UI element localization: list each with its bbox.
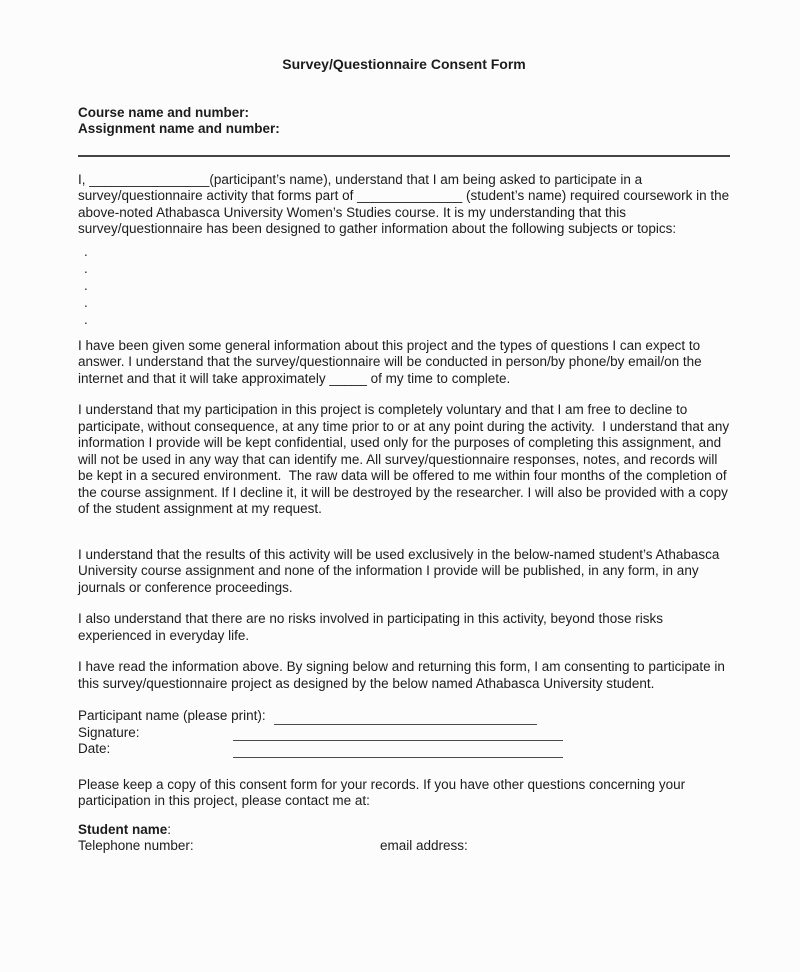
page-title: Survey/Questionnaire Consent Form xyxy=(282,56,526,72)
participant-name-row xyxy=(78,708,730,725)
student-name-colon: : xyxy=(167,821,172,837)
bullet-item: . xyxy=(84,311,88,327)
paragraph-records: Please keep a copy of this consent form for your records. If you have other questions concerning your participation in this project, please contact me at: xyxy=(78,776,689,808)
date-label: Date: xyxy=(78,741,111,756)
telephone-label: Telephone number: xyxy=(78,838,194,853)
assignment-name-label: Assignment name and number: xyxy=(78,121,280,136)
participant-name-blank-line xyxy=(274,711,537,725)
paragraph-intro: I, ________________(participant’s name), understand that I am being asked to participate in a survey/questionnaire activity that forms part of ______________ (student’s name) required coursework in the above-noted Athabasca University Women’s Studies course. It is my understanding that this survey/questionnaire has been designed to gather information about the following subjects or topics: xyxy=(78,171,733,236)
signature-blank-line xyxy=(233,727,563,741)
signature-label: Signature: xyxy=(78,724,140,740)
bullet-item: . xyxy=(84,243,88,259)
date-row xyxy=(78,741,730,758)
course-name-label: Course name and number: xyxy=(78,104,250,120)
paragraph-results: I understand that the results of this activity will be used exclusively in the below-named student’s Athabasca University course assignment and none of the information I provide will be published, in any form, in any journals or conference proceedings. xyxy=(78,546,724,595)
signature-row xyxy=(78,725,730,742)
topics-bullet-list xyxy=(78,244,730,329)
participant-name-label: Participant name (please print): xyxy=(78,708,266,723)
horizontal-divider xyxy=(78,155,730,157)
telephone-email-row xyxy=(78,838,730,855)
paragraph-voluntary: I understand that my participation in this project is completely voluntary and that I am free to decline to participate, without consequence, at any time prior to or at any point during the activity. I understand that any information I provide will be kept confidential, used only for the purposes of completing this assignment, and will not be used in any way that can identify me. All survey/questionnaire responses, notes, and records will be kept in a secured environment. The raw data will be offered to me within four months of the completion of the course assignment. If I decline it, it will be destroyed by the researcher. I will also be provided with a copy of the student assignment at my request. xyxy=(78,402,733,516)
student-name-row xyxy=(78,822,730,839)
bullet-item: . xyxy=(84,294,88,310)
student-name-label: Student name xyxy=(78,821,168,837)
date-blank-line xyxy=(233,744,563,758)
email-label: email address: xyxy=(380,838,468,853)
contact-section xyxy=(78,822,730,855)
bullet-item: . xyxy=(84,277,88,293)
paragraph-risks: I also understand that there are no risks involved in participating in this activity, beyond those risks experienced in everyday life. xyxy=(78,611,667,643)
signature-section xyxy=(78,708,730,758)
paragraph-consent: I have read the information above. By signing below and returning this form, I am consenting to participate in this survey/questionnaire project as designed by the below named Athabasca University student. xyxy=(78,659,729,691)
paragraph-general-info: I have been given some general information about this project and the types of questions I can expect to answer. I understand that the survey/questionnaire will be conducted in person/by phone/by email/on the internet and that it will take approximately _____ of my time to complete. xyxy=(78,337,706,386)
bullet-item: . xyxy=(84,260,88,276)
